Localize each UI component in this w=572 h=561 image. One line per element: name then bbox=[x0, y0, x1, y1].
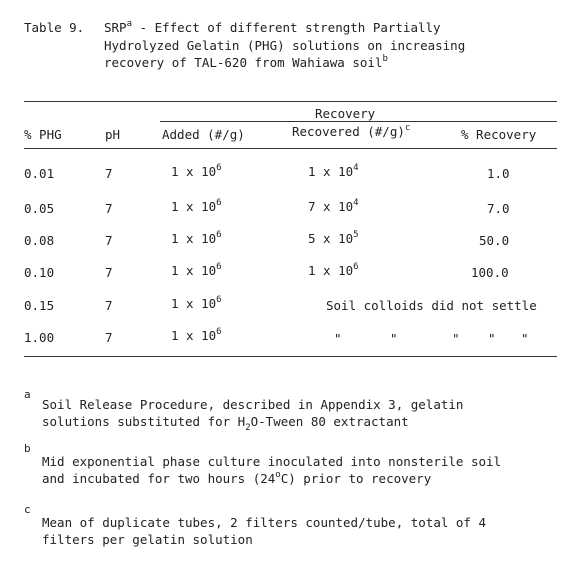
row-added bbox=[171, 199, 222, 214]
row-recovered bbox=[308, 164, 359, 179]
row-ph: 7 bbox=[105, 330, 113, 345]
row-phg: 1.00 bbox=[24, 330, 55, 345]
row-added bbox=[171, 328, 222, 343]
row-added bbox=[171, 296, 222, 311]
row-recovered bbox=[308, 199, 359, 214]
rec-exp: 5 bbox=[353, 230, 359, 240]
ditto-mark: " bbox=[488, 331, 496, 346]
added-exp: 6 bbox=[216, 163, 222, 173]
row-phg: 0.15 bbox=[24, 298, 55, 313]
table-title-line2: Hydrolyzed Gelatin (PHG) solutions on increasing bbox=[104, 38, 466, 53]
footnote-b-line2-post: C) prior to recovery bbox=[280, 471, 432, 486]
row-recovered bbox=[308, 231, 359, 246]
header-recovery-group: Recovery bbox=[315, 106, 376, 121]
row-percent: 50.0 bbox=[479, 233, 510, 248]
footnote-b-line1: Mid exponential phase culture inoculated into nonsterile soil bbox=[42, 454, 502, 469]
title-line3-sup: b bbox=[382, 54, 388, 64]
title-prefix-sup: a bbox=[126, 19, 132, 29]
footnote-a-line1: Soil Release Procedure, described in Appendix 3, gelatin bbox=[42, 397, 464, 412]
rec-exp: 4 bbox=[353, 163, 359, 173]
footnote-c-mark: c bbox=[24, 503, 31, 516]
row-added bbox=[171, 263, 222, 278]
footnote-b-mark: b bbox=[24, 442, 31, 455]
row-phg: 0.01 bbox=[24, 166, 55, 181]
ditto-mark: " bbox=[452, 331, 460, 346]
row-ph: 7 bbox=[105, 233, 113, 248]
footnote-a-line2 bbox=[42, 413, 463, 433]
rec-base: 1 x 10 bbox=[308, 263, 354, 278]
ditto-mark: " bbox=[521, 331, 529, 346]
header-ph: pH bbox=[105, 127, 121, 142]
added-exp: 6 bbox=[216, 198, 222, 208]
footnote-c bbox=[42, 514, 486, 548]
header-phg: % PHG bbox=[24, 127, 62, 142]
row-ph: 7 bbox=[105, 201, 113, 216]
added-base: 1 x 10 bbox=[171, 296, 217, 311]
header-recovered-sup: c bbox=[404, 123, 411, 133]
row-percent: 1.0 bbox=[487, 166, 510, 181]
row-percent: 7.0 bbox=[487, 201, 510, 216]
header-percent: % Recovery bbox=[461, 127, 537, 142]
footnote-b-sup: o bbox=[275, 470, 281, 480]
title-prefix: SRP bbox=[104, 20, 127, 35]
footnote-b bbox=[42, 453, 501, 487]
row-note: Soil colloids did not settle bbox=[326, 298, 537, 313]
row-ph: 7 bbox=[105, 166, 113, 181]
row-percent: 100.0 bbox=[471, 265, 509, 280]
added-base: 1 x 10 bbox=[171, 199, 217, 214]
footnote-a-mark: a bbox=[24, 388, 31, 401]
footnote-c-line1: Mean of duplicate tubes, 2 filters counted/tube, total of 4 bbox=[42, 515, 487, 530]
row-added bbox=[171, 164, 222, 179]
table-label: Table 9. bbox=[24, 20, 85, 35]
added-exp: 6 bbox=[216, 230, 222, 240]
footnote-c-line2: filters per gelatin solution bbox=[42, 532, 253, 547]
added-base: 1 x 10 bbox=[171, 164, 217, 179]
added-base: 1 x 10 bbox=[171, 263, 217, 278]
rec-base: 7 x 10 bbox=[308, 199, 354, 214]
added-base: 1 x 10 bbox=[171, 231, 217, 246]
row-recovered bbox=[308, 263, 359, 278]
added-exp: 6 bbox=[216, 327, 222, 337]
row-added bbox=[171, 231, 222, 246]
ditto-mark: " bbox=[390, 331, 398, 346]
table-title-line1 bbox=[104, 20, 441, 35]
rec-base: 5 x 10 bbox=[308, 231, 354, 246]
header-recovered bbox=[292, 124, 410, 139]
table-top-rule bbox=[24, 101, 557, 102]
recovery-group-rule bbox=[160, 121, 557, 122]
rec-base: 1 x 10 bbox=[308, 164, 354, 179]
row-phg: 0.05 bbox=[24, 201, 55, 216]
added-base: 1 x 10 bbox=[171, 328, 217, 343]
rec-exp: 6 bbox=[353, 262, 359, 272]
header-bottom-rule bbox=[24, 148, 557, 149]
footnote-b-line2 bbox=[42, 470, 501, 487]
footnote-b-line2-pre: and incubated for two hours (24 bbox=[42, 471, 276, 486]
ditto-mark: " bbox=[334, 331, 342, 346]
row-ph: 7 bbox=[105, 265, 113, 280]
rec-exp: 4 bbox=[353, 198, 359, 208]
title-line1-rest: - Effect of different strength Partially bbox=[132, 20, 441, 35]
footnote-a-line2-pre: solutions substituted for H bbox=[42, 414, 246, 429]
added-exp: 6 bbox=[216, 262, 222, 272]
table-title-line3 bbox=[104, 55, 388, 70]
table-bottom-rule bbox=[24, 356, 557, 357]
header-added: Added (#/g) bbox=[162, 127, 245, 142]
title-line3-text: recovery of TAL-620 from Wahiawa soil bbox=[104, 55, 383, 70]
footnote-a bbox=[42, 396, 464, 433]
row-phg: 0.08 bbox=[24, 233, 55, 248]
row-ph: 7 bbox=[105, 298, 113, 313]
footnote-a-line2-post: O-Tween 80 extractant bbox=[250, 414, 409, 429]
added-exp: 6 bbox=[216, 295, 222, 305]
row-phg: 0.10 bbox=[24, 265, 55, 280]
footnote-a-sub: 2 bbox=[245, 423, 251, 433]
header-recovered-text: Recovered (#/g) bbox=[292, 124, 405, 139]
